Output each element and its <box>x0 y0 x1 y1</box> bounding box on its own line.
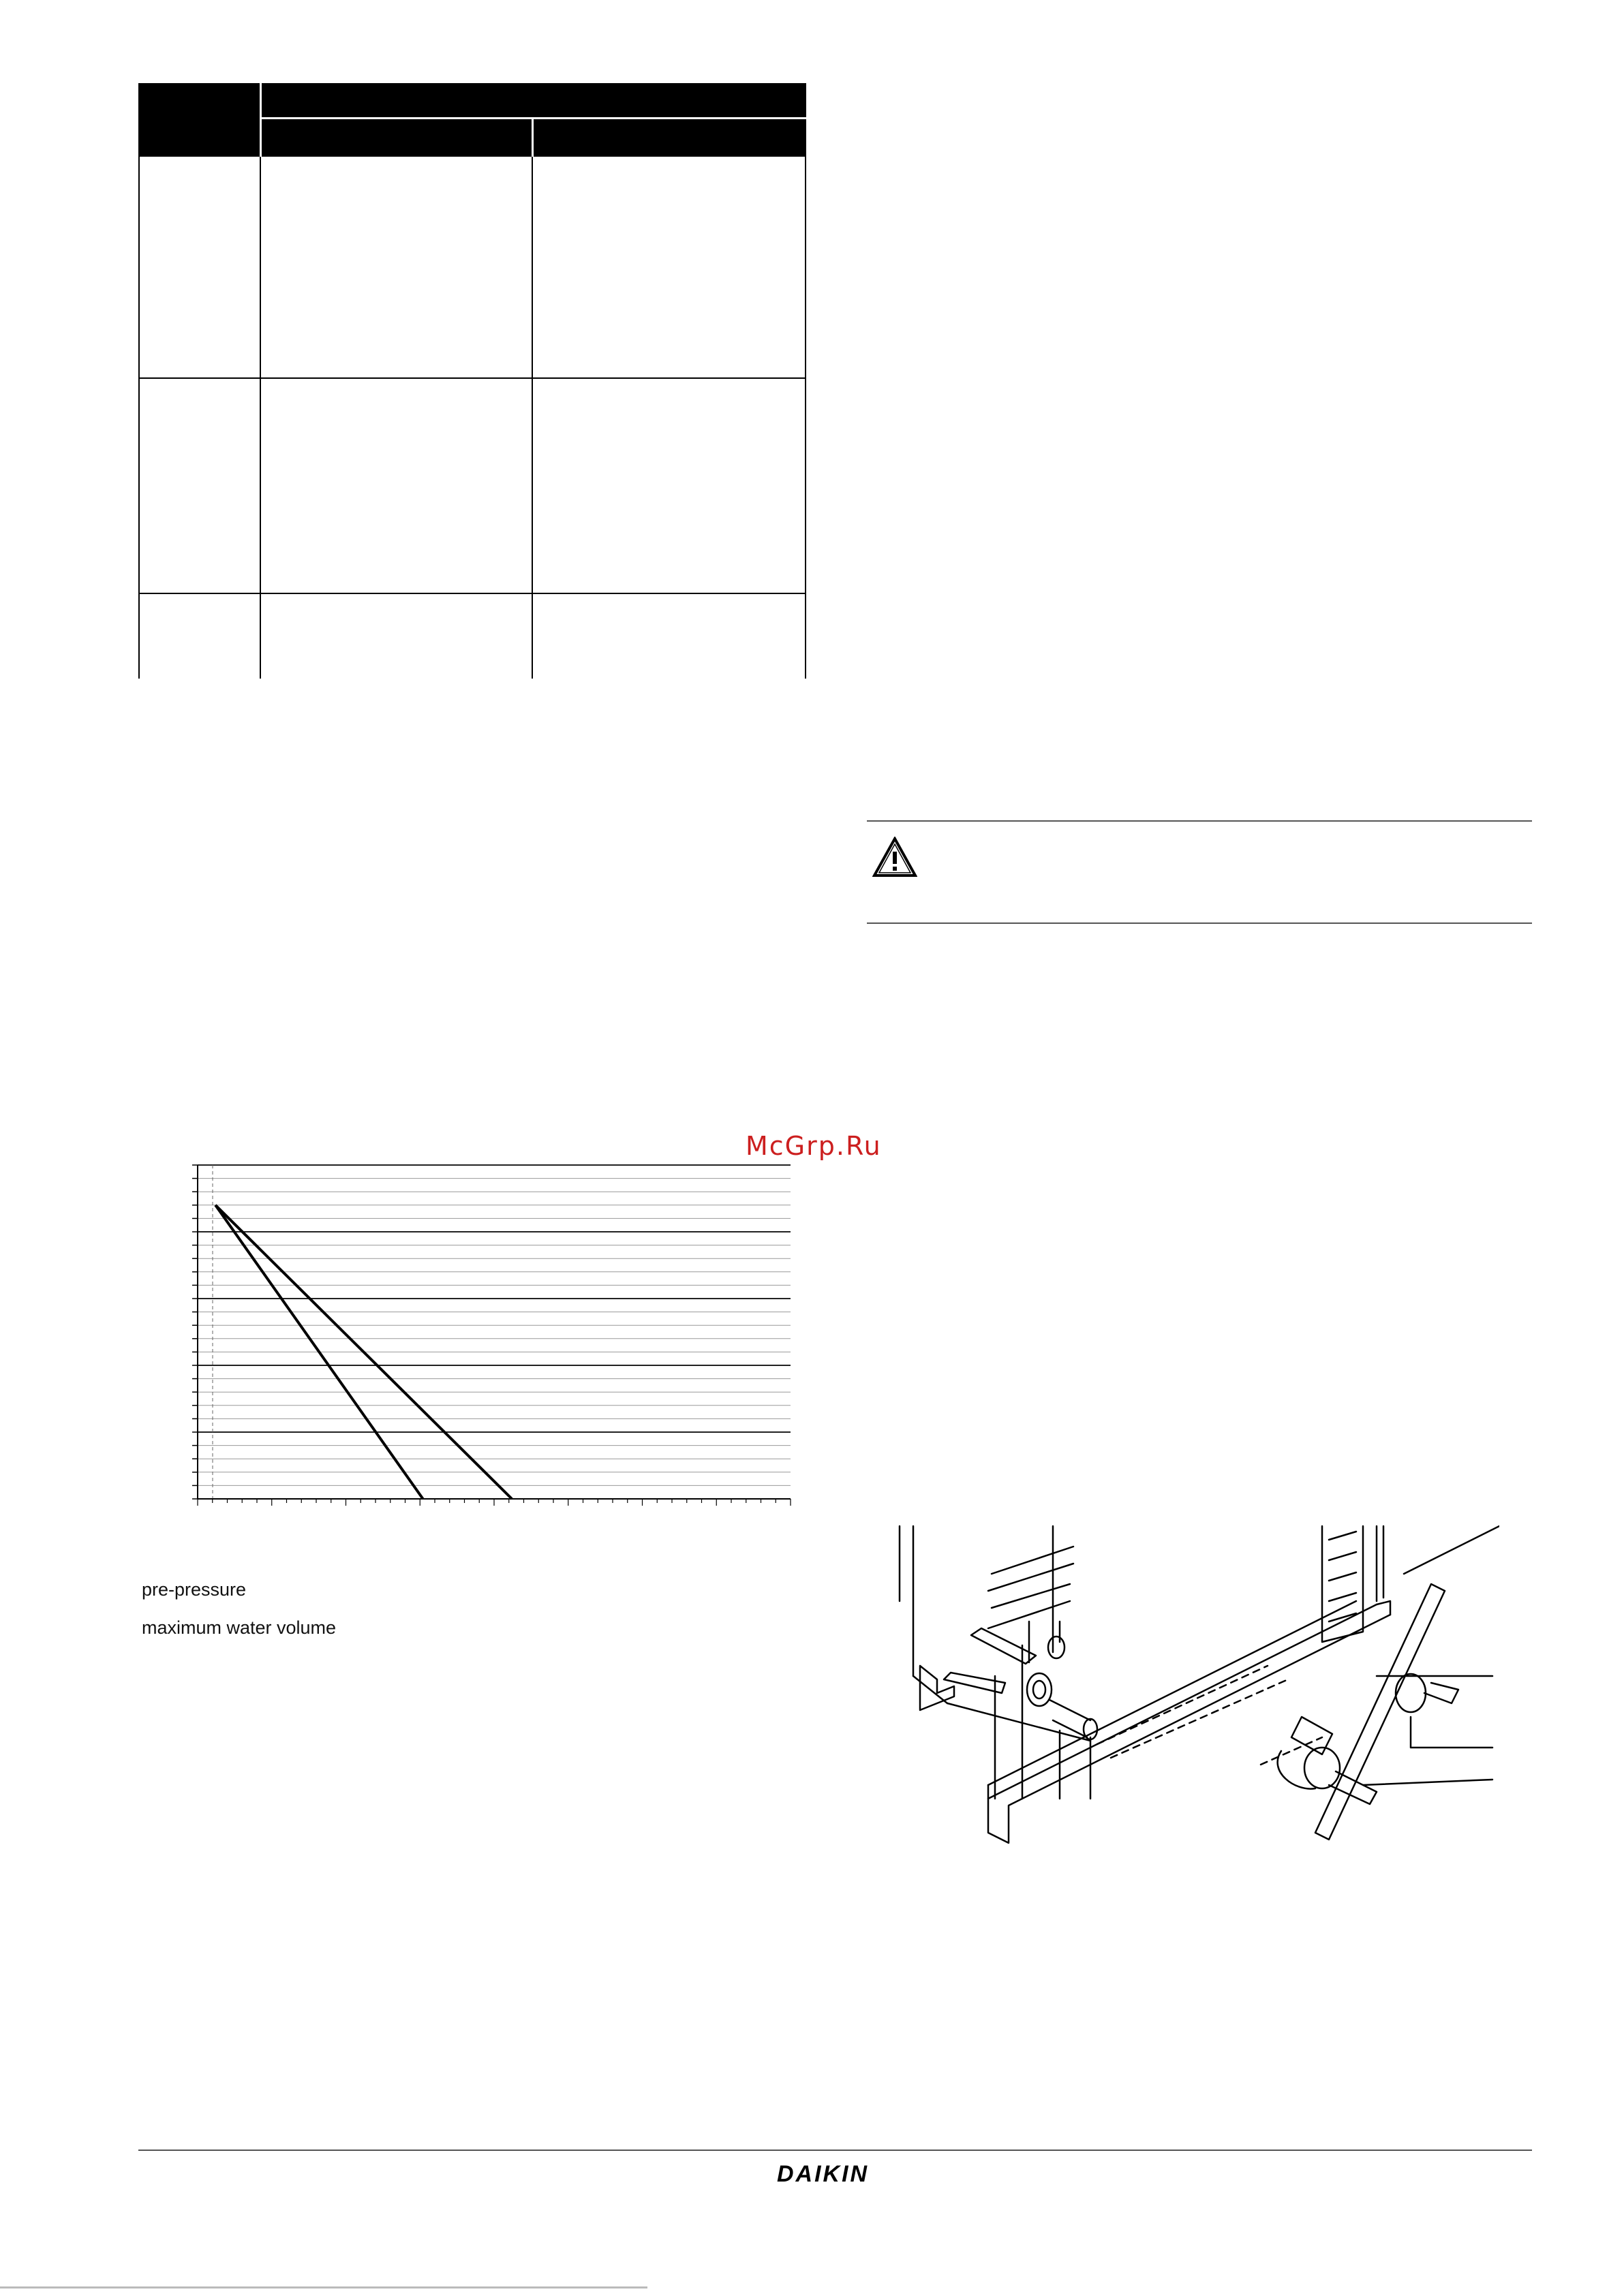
unit-slat-1 <box>992 1547 1073 1574</box>
valve-handle-lower <box>944 1673 1005 1693</box>
table-row-divider <box>138 377 806 379</box>
warning-triangle-icon <box>872 837 917 878</box>
table-header-top <box>262 83 806 117</box>
left-valve-core <box>1033 1681 1045 1698</box>
alignment-dash-1 <box>1097 1666 1268 1744</box>
legend-pre-pressure: pre-pressure <box>142 1579 247 1600</box>
pipe-connection-illustration <box>886 1519 1499 1901</box>
leader-line-right-2 <box>1411 1717 1492 1748</box>
pipe-top <box>1050 1700 1090 1720</box>
table-header-left <box>138 83 260 157</box>
table-header-sub-1 <box>262 119 532 157</box>
grille-frame <box>1322 1526 1363 1642</box>
pressure-volume-chart <box>184 1158 797 1512</box>
chart-axes <box>192 1165 791 1506</box>
legend-max-water-volume: maximum water volume <box>142 1617 337 1638</box>
alignment-dash-2 <box>1111 1679 1288 1758</box>
leader-line-right-3 <box>1363 1780 1492 1785</box>
print-strip <box>0 2286 647 2289</box>
base-rail-top <box>988 1601 1356 1785</box>
frame-diagonal <box>1404 1526 1499 1574</box>
valve-handle-upper <box>971 1628 1036 1664</box>
table-border-left <box>138 157 140 679</box>
table-border-right <box>805 157 806 679</box>
warning-top-rule <box>867 820 1532 822</box>
footer-rule <box>138 2150 1532 2151</box>
upper-fitting <box>1048 1636 1064 1658</box>
brand-logo: DAIKIN <box>777 2161 870 2187</box>
right-valve-handle <box>1424 1683 1458 1703</box>
chart-grid <box>198 1165 791 1499</box>
table-border-bottom <box>138 593 806 594</box>
right-valve-body <box>1396 1674 1426 1712</box>
watermark: McGrp.Ru <box>746 1131 882 1161</box>
pipe-end <box>1084 1719 1097 1739</box>
table-divider-1 <box>260 157 261 679</box>
table-header-sub-2 <box>534 119 806 157</box>
table-divider-2 <box>532 157 533 679</box>
spec-table <box>138 83 806 594</box>
warning-bottom-rule <box>867 922 1532 924</box>
base-rail-top-2 <box>988 1604 1377 1799</box>
side-frame-lines <box>1377 1526 1383 1601</box>
base-rail-end <box>1377 1601 1390 1615</box>
left-valve-body <box>1027 1673 1052 1706</box>
wrench-shaft <box>1315 1584 1445 1840</box>
unit-panel-corner <box>913 1676 947 1703</box>
